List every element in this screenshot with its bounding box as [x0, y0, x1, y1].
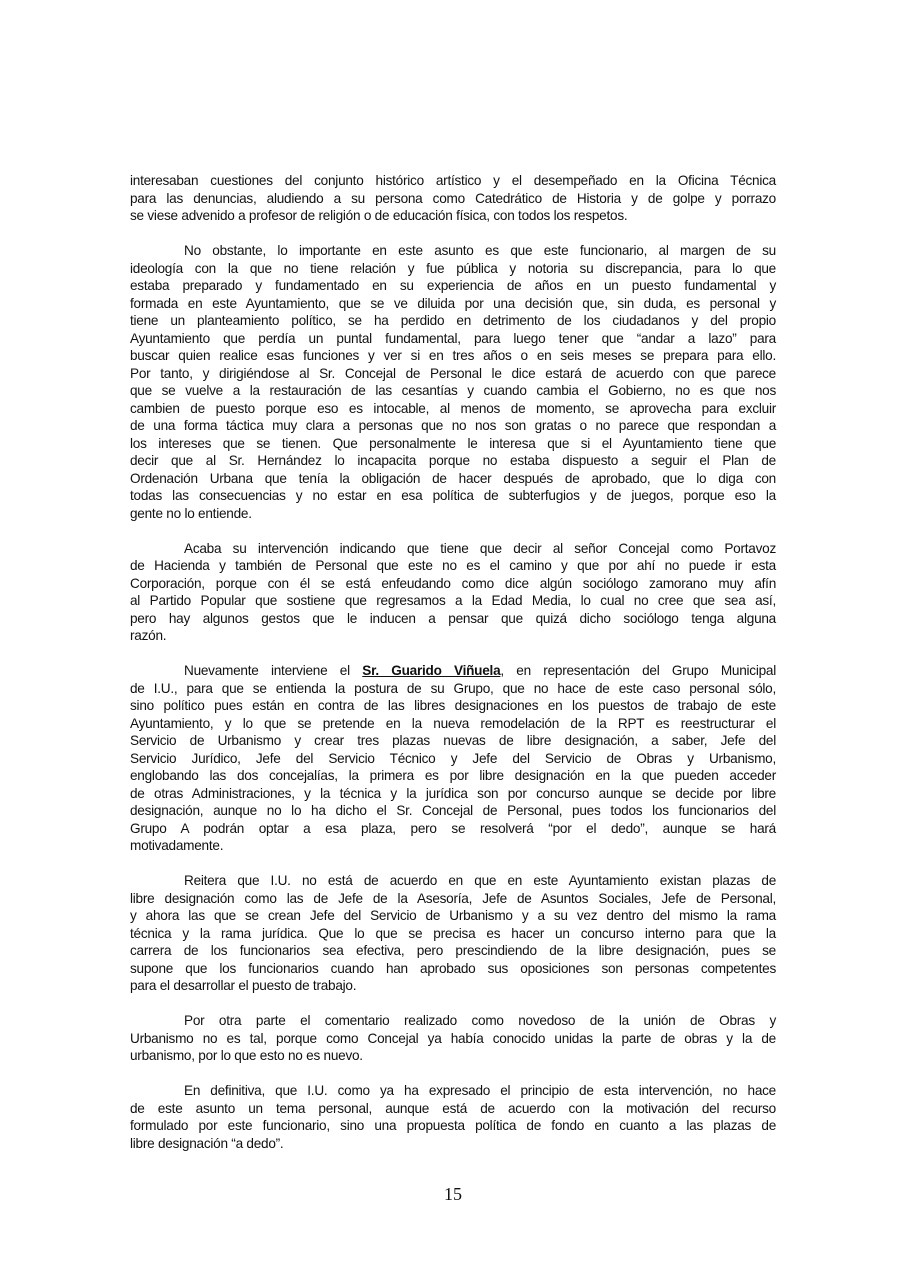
text-line: para el desarrollar el puesto de trabajo. [130, 978, 357, 993]
text-line: formulado por este funcionario, sino una propuesta política de fondo en cuanto a las plazas de [130, 1118, 776, 1133]
text-line: Ayuntamiento que perdía un puntal fundamental, para luego tener que “andar a lazo” para [130, 330, 776, 346]
paragraph [130, 242, 776, 522]
text-line: No obstante, lo importante en este asunto es que este funcionario, al margen de su [184, 243, 776, 258]
text-line: decir que al Sr. Hernández lo incapacita porque no estaba dispuesto a seguir el Plan de [130, 453, 776, 468]
page-number: 15 [444, 1184, 462, 1204]
text-line: urbanismo, por lo que esto no es nuevo. [130, 1048, 363, 1063]
document-body [130, 172, 776, 1170]
text-line: gente no lo entiende. [130, 505, 252, 521]
text-line: Por tanto, y dirigiéndose al Sr. Concejal de Personal le dice estará de acuerdo con que parece [130, 365, 776, 381]
text-line: Grupo A podrán optar a esa plaza, pero se resolverá “por el dedo”, aunque se hará [130, 820, 776, 836]
text-line: interesaban cuestiones del conjunto histórico artístico y el desempeñado en la Oficina Técnica [130, 173, 776, 188]
text-line: ideología con la que no tiene relación y fue pública y notoria su discrepancia, para lo que [130, 260, 776, 276]
text-line: motivadamente. [130, 838, 224, 853]
text-line: Acaba su intervención indicando que tiene que decir al señor Concejal como Portavoz [184, 540, 776, 556]
paragraph [130, 662, 776, 855]
text-line: pero hay algunos gestos que le inducen a pensar que quizá dicho sociólogo tenga alguna [130, 610, 776, 626]
text-line: técnica y la rama jurídica. Que lo que se precisa es hacer un concurso interno para que la [130, 925, 776, 941]
text-line: Urbanismo no es tal, porque como Concejal ya había conocido unidas la parte de obras y la de [130, 1030, 776, 1046]
text-line: sino político pues están en contra de las libres designaciones en los puestos de trabajo de este [130, 698, 776, 713]
text-line: carrera de los funcionarios sea efectiva, pero prescindiendo de la libre designación, pues se [130, 943, 776, 958]
paragraph [130, 1012, 776, 1065]
text-line: Servicio de Urbanismo y crear tres plazas nuevas de libre designación, a saber, Jefe del [130, 733, 776, 748]
text-line: En definitiva, que I.U. como ya ha expresado el principio de esta intervención, no hace [184, 1083, 776, 1098]
text-line: para las denuncias, aludiendo a su persona como Catedrático de Historia y de golpe y porrazo [130, 190, 776, 206]
text-line: de Hacienda y también de Personal que este no es el camino y que por ahí no puede ir esta [130, 558, 776, 573]
text-line: Por otra parte el comentario realizado como novedoso de la unión de Obras y [184, 1013, 776, 1028]
text-line: de una forma táctica muy clara a personas que no nos son gratas o no parece que respondan a [130, 418, 776, 433]
text-line: englobando las dos concejalías, la primera es por libre designación en la que pueden acceder [130, 768, 776, 783]
text-line: tiene un planteamiento político, se ha perdido en detrimento de los ciudadanos y del propio [130, 313, 776, 328]
text-line: de este asunto un tema personal, aunque está de acuerdo con la motivación del recurso [130, 1100, 776, 1116]
text-span: Nuevamente interviene el [184, 663, 363, 678]
text-line: Corporación, porque con él se está enfeudando como dice algún sociólogo zamorano muy afín [130, 575, 776, 591]
text-line: Servicio Jurídico, Jefe del Servicio Técnico y Jefe del Servicio de Obras y Urbanismo, [130, 750, 776, 766]
text-line: todas las consecuencias y no estar en esa política de subterfugios y de juegos, porque eso la [130, 488, 776, 503]
text-line: que se vuelve a la restauración de las cesantías y cuando cambia el Gobierno, no es que nos [130, 383, 776, 398]
text-line: razón. [130, 628, 167, 643]
text-line: libre designación “a dedo”. [130, 1135, 284, 1151]
text-line [130, 662, 776, 680]
paragraph [130, 872, 776, 995]
text-line: se viese advenido a profesor de religión o de educación física, con todos los respetos. [130, 208, 628, 223]
text-line: de I.U., para que se entienda la postura de su Grupo, que no hace de este caso personal sólo, [130, 680, 776, 696]
text-line: los intereses que se tienen. Que personalmente le interesa que si el Ayuntamiento tiene que [130, 435, 776, 451]
text-line: al Partido Popular que sostiene que regresamos a la Edad Media, lo cual no cree que sea así, [130, 593, 776, 608]
text-span: , en representación del Grupo Municipal [500, 663, 776, 678]
text-line: de otras Administraciones, y la técnica y la jurídica son por concurso aunque se decide por libre [130, 785, 776, 801]
paragraph [130, 540, 776, 645]
text-line: Ordenación Urbana que tenía la obligación de hacer después de aprobado, que lo diga con [130, 470, 776, 486]
speaker-name: Sr. Guarido Viñuela [362, 663, 501, 678]
paragraph [130, 172, 776, 225]
text-line: cambien de puesto porque eso es intocable, al menos de momento, se aprovecha para excluir [130, 400, 776, 416]
text-line: designación, aunque no lo ha dicho el Sr. Concejal de Personal, pues todos los funcionarios del [130, 803, 776, 818]
text-line: buscar quien realice esas funciones y ver si en tres años o en seis meses se prepara para ello. [130, 348, 776, 363]
text-line: estaba preparado y fundamentado en su experiencia de años en un puesto fundamental y [130, 278, 776, 293]
text-line: Ayuntamiento, y lo que se pretende en la nueva remodelación de la RPT es reestructurar el [130, 715, 776, 731]
text-line: Reitera que I.U. no está de acuerdo en que en este Ayuntamiento existan plazas de [184, 873, 776, 888]
text-line: formada en este Ayuntamiento, que se ve diluida por una decisión que, sin duda, es personal y [130, 295, 776, 311]
text-line: libre designación como las de Jefe de la Asesoría, Jefe de Asuntos Sociales, Jefe de Personal, [130, 890, 776, 906]
text-line: supone que los funcionarios cuando han aprobado sus oposiciones son personas competentes [130, 960, 776, 976]
text-line: y ahora las que se crean Jefe del Servicio de Urbanismo y a su vez dentro del mismo la rama [130, 908, 776, 923]
paragraph [130, 1082, 776, 1152]
